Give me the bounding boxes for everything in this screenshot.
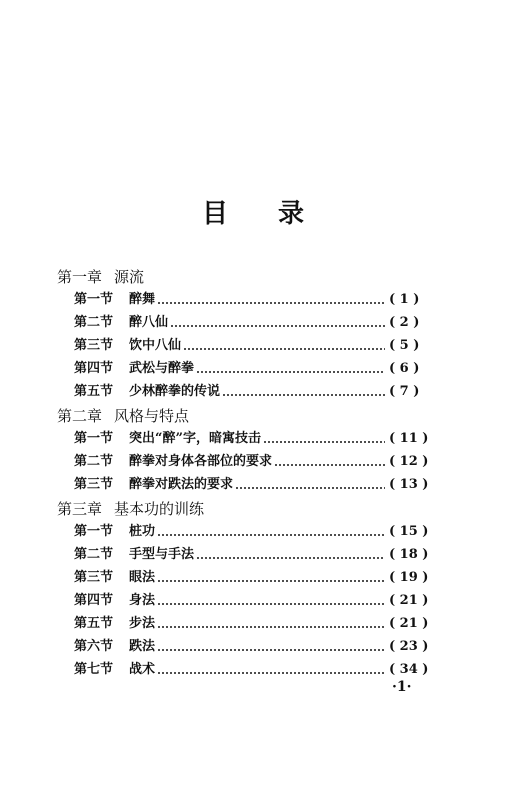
section-number: 第五节 — [74, 616, 114, 631]
page-ref: ( 11 ) — [389, 431, 429, 446]
dot-leader — [157, 580, 385, 582]
toc-entry[interactable] — [57, 473, 447, 496]
section-title: 醉拳对身体各部位的要求 — [129, 454, 273, 469]
section-number: 第四节 — [74, 593, 114, 608]
dot-leader — [157, 534, 385, 536]
dot-leader — [274, 464, 385, 466]
page-ref: ( 12 ) — [389, 454, 429, 469]
section-number: 第二节 — [74, 315, 114, 330]
page-ref: ( 15 ) — [389, 524, 429, 539]
page-ref: ( 5 ) — [389, 338, 420, 353]
section-number: 第六节 — [74, 639, 114, 654]
section-title: 战术 — [129, 662, 156, 677]
dot-leader — [157, 626, 385, 628]
page-ref: ( 2 ) — [389, 315, 420, 330]
page-ref: ( 1 ) — [389, 292, 420, 307]
chapter-title: 基本功的训练 — [114, 500, 205, 518]
section-number: 第三节 — [74, 477, 114, 492]
dot-leader — [235, 487, 385, 489]
toc-entry[interactable] — [57, 543, 447, 566]
toc-entry[interactable] — [57, 427, 447, 450]
page-title — [0, 193, 506, 230]
section-title: 醉八仙 — [129, 315, 169, 330]
page-ref: ( 34 ) — [389, 662, 429, 677]
dot-leader — [157, 649, 385, 651]
title-char: 目 — [201, 199, 228, 229]
section-title: 身法 — [129, 593, 156, 608]
section-number: 第三节 — [74, 338, 114, 353]
section-number: 第一节 — [74, 292, 114, 307]
toc-entry[interactable] — [57, 357, 447, 380]
section-title: 武松与醉拳 — [129, 361, 195, 376]
section-number: 第五节 — [74, 384, 114, 399]
section-number: 第三节 — [74, 570, 114, 585]
toc-entry[interactable] — [57, 450, 447, 473]
dot-leader — [157, 302, 385, 304]
section-title: 眼法 — [129, 570, 156, 585]
section-title: 桩功 — [129, 524, 156, 539]
page-ref: ( 23 ) — [389, 639, 429, 654]
page-number: ·1· — [392, 679, 412, 695]
toc-entry[interactable] — [57, 380, 447, 403]
section-title: 步法 — [129, 616, 156, 631]
page-ref: ( 21 ) — [389, 593, 429, 608]
toc-entry[interactable] — [57, 635, 447, 658]
dot-leader — [157, 603, 385, 605]
section-title: 突出“醉”字，暗寓技击 — [129, 431, 261, 446]
section-number: 第二节 — [74, 547, 114, 562]
dot-leader — [196, 371, 385, 373]
toc-entry[interactable] — [57, 612, 447, 635]
chapter-title: 风格与特点 — [114, 407, 190, 425]
toc-entry[interactable] — [57, 658, 447, 681]
chapter-heading — [57, 498, 447, 520]
title-char: 录 — [278, 199, 305, 229]
section-number: 第二节 — [74, 454, 114, 469]
dot-leader — [170, 325, 385, 327]
section-title: 少林醉拳的传说 — [129, 384, 221, 399]
table-of-contents — [57, 264, 447, 681]
toc-entry[interactable] — [57, 566, 447, 589]
toc-entry[interactable] — [57, 288, 447, 311]
toc-entry[interactable] — [57, 520, 447, 543]
page-ref: ( 7 ) — [389, 384, 420, 399]
section-title: 醉拳对跌法的要求 — [129, 477, 234, 492]
dot-leader — [263, 441, 385, 443]
chapter-number: 第三章 — [57, 500, 103, 518]
section-number: 第七节 — [74, 662, 114, 677]
dot-leader — [222, 394, 385, 396]
dot-leader — [196, 557, 385, 559]
dot-leader — [157, 672, 385, 674]
toc-entry[interactable] — [57, 589, 447, 612]
section-title: 跌法 — [129, 639, 156, 654]
section-title: 醉舞 — [129, 292, 156, 307]
toc-entry[interactable] — [57, 334, 447, 357]
page-ref: ( 13 ) — [389, 477, 429, 492]
section-title: 饮中八仙 — [129, 338, 182, 353]
section-number: 第四节 — [74, 361, 114, 376]
dot-leader — [183, 348, 385, 350]
section-number: 第一节 — [74, 524, 114, 539]
section-title: 手型与手法 — [129, 547, 195, 562]
chapter-number: 第二章 — [57, 407, 103, 425]
page-ref: ( 6 ) — [389, 361, 420, 376]
page-ref: ( 18 ) — [389, 547, 429, 562]
page-ref: ( 21 ) — [389, 616, 429, 631]
chapter-heading — [57, 405, 447, 427]
page-ref: ( 19 ) — [389, 570, 429, 585]
section-number: 第一节 — [74, 431, 114, 446]
chapter-number: 第一章 — [57, 268, 103, 286]
chapter-title: 源流 — [114, 268, 145, 286]
chapter-heading — [57, 266, 447, 288]
toc-entry[interactable] — [57, 311, 447, 334]
